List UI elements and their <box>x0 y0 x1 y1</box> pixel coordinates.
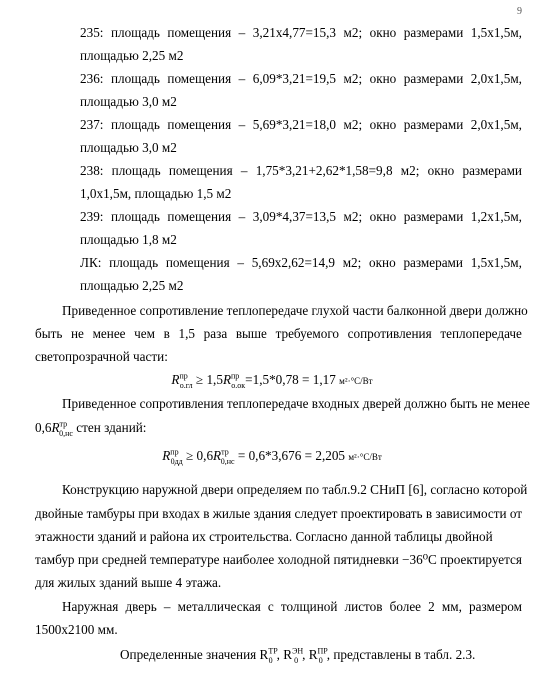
para4-word: листов <box>344 599 383 614</box>
room-word: окно <box>427 163 455 178</box>
room-word: м2; <box>343 209 363 224</box>
room-word: 237: <box>80 117 104 132</box>
para4-word: – <box>163 599 171 614</box>
room-line <box>80 256 522 269</box>
room-word: м2; <box>342 255 362 270</box>
para1-word: чем <box>134 326 156 341</box>
room-word: помещения <box>167 117 232 132</box>
room-word: окно <box>369 25 397 40</box>
room-word: помещения <box>167 209 232 224</box>
room-word: 2,0х1,5м, <box>470 71 522 86</box>
para1-line1: Приведенное сопротивление теплопередаче глухой части балконной двери должно <box>62 303 528 318</box>
room-word: размерами <box>403 25 464 40</box>
room-area: площадью 3,0 м2 <box>80 140 177 155</box>
room-word: м2; <box>343 117 363 132</box>
room-word: – <box>238 209 246 224</box>
para3-line4: тамбур при средней температуре наиболее холодной пятидневки −36⁰С проектируется <box>35 552 522 567</box>
para1-line2 <box>35 327 522 340</box>
room-word: размерами <box>403 209 464 224</box>
para1-word: раза <box>203 326 228 341</box>
room-word: 2,0х1,5м, <box>470 117 522 132</box>
para4-word: дверь <box>125 599 157 614</box>
room-word: окно <box>369 71 397 86</box>
para1-word: менее <box>92 326 126 341</box>
room-line <box>80 26 522 39</box>
room-word: – <box>238 117 246 132</box>
para1-word: не <box>71 326 84 341</box>
room-word: 1,2х1,5м, <box>470 209 522 224</box>
para4-word: металлическая <box>177 599 261 614</box>
room-line <box>80 164 522 177</box>
formula-2: $R^{пр}_{0дд} \ge 0,6R^{тр}_{0,нс} = 0,6*3,676 = 2,205$ м²·°С/Вт <box>162 447 382 466</box>
page-number: 9 <box>517 6 522 17</box>
room-word: м2; <box>400 163 420 178</box>
room-word: ЛК: <box>80 255 102 270</box>
room-word: – <box>238 25 246 40</box>
room-word: 1,5х1,5м, <box>470 255 522 270</box>
para5-line: Определенные значения $R^{ТР}_0$ , $R^{ЭН}_0$ , $R^{ПР}_0$ , представлены в табл. 2.3. <box>120 646 476 665</box>
room-word: 236: <box>80 71 104 86</box>
para4-line1 <box>62 600 522 613</box>
room-line <box>80 210 522 223</box>
room-word: площадь <box>110 209 160 224</box>
room-word: 5,69х2,62=14,9 <box>251 255 335 270</box>
room-word: 3,21х4,77=15,3 <box>252 25 337 40</box>
room-word: – <box>237 255 244 270</box>
para1-word: 1,5 <box>178 326 196 341</box>
room-word: м2; <box>343 25 363 40</box>
room-word: 1,75*3,21+2,62*1,58=9,8 <box>255 163 393 178</box>
room-word: 6,09*3,21=19,5 <box>252 71 337 86</box>
para4-word: 2 <box>428 599 435 614</box>
room-area: площадью 1,8 м2 <box>80 232 177 247</box>
room-word: площадь <box>110 25 160 40</box>
room-area: площадью 2,25 м2 <box>80 278 184 293</box>
para2-line2: $0,6R^{тр}_{0,нс}$ стен зданий: <box>35 419 147 438</box>
para4-word: толщиной <box>280 599 338 614</box>
formula-1: $R^{пр}_{о.гл} \ge 1,5R^{пр}_{о.ок}=1,5*0,78 = 1,17$ м²·°С/Вт <box>171 371 373 390</box>
para4-word: Наружная <box>62 599 119 614</box>
room-word: размерами <box>403 71 464 86</box>
room-word: окно <box>369 255 396 270</box>
para4-word: более <box>389 599 422 614</box>
para4-word: с <box>267 599 274 614</box>
para1-word: быть <box>35 326 63 341</box>
room-word: площадь <box>109 255 159 270</box>
para1-word: выше <box>235 326 267 341</box>
room-word: размерами <box>403 255 463 270</box>
room-word: 5,69*3,21=18,0 <box>252 117 337 132</box>
para3-line2: двойные тамбуры при входах в жилые здания следует проектировать в зависимости от <box>35 506 523 521</box>
room-word: площадь <box>110 71 160 86</box>
para1-word: в <box>163 326 170 341</box>
para4-word: размером <box>469 599 522 614</box>
room-area: 1,0х1,5м, площадью 1,5 м2 <box>80 186 232 201</box>
room-word: окно <box>369 117 397 132</box>
room-word: помещения <box>167 25 232 40</box>
room-line <box>80 72 522 85</box>
para1-word: сопротивления <box>347 326 432 341</box>
para4-word: мм, <box>441 599 462 614</box>
room-word: – <box>240 163 248 178</box>
room-word: площадь <box>110 117 160 132</box>
para2-line1: Приведенное сопротивления теплопередаче входных дверей должно быть не менее <box>62 396 530 411</box>
room-area: площадью 3,0 м2 <box>80 94 177 109</box>
room-word: 3,09*4,37=13,5 <box>252 209 337 224</box>
room-word: м2; <box>343 71 363 86</box>
para3-line1: Конструкцию наружной двери определяем по табл.9.2 СНиП [6], согласно которой <box>62 482 528 497</box>
room-line <box>80 118 522 131</box>
room-word: площадь <box>111 163 161 178</box>
room-word: 1,5х1,5м, <box>470 25 522 40</box>
room-word: помещения <box>167 71 232 86</box>
room-word: помещения <box>165 255 230 270</box>
room-word: размерами <box>462 163 522 178</box>
room-word: размерами <box>403 117 464 132</box>
room-word: 239: <box>80 209 104 224</box>
room-word: помещения <box>168 163 233 178</box>
room-word: окно <box>369 209 397 224</box>
para4-line2: 1500х2100 мм. <box>35 622 118 637</box>
para1-word: требуемого <box>275 326 340 341</box>
para3-line5: для жилых зданий выше 4 этажа. <box>35 575 222 590</box>
para1-word: теплопередаче <box>440 326 522 341</box>
room-word: – <box>238 71 246 86</box>
room-word: 238: <box>80 163 104 178</box>
para1-line3: светопрозрачной части: <box>35 349 168 364</box>
room-word: 235: <box>80 25 104 40</box>
para3-line3: этажности зданий и района их строительства. Согласно данной таблицы двойной <box>35 529 493 544</box>
room-area: площадью 2,25 м2 <box>80 48 184 63</box>
